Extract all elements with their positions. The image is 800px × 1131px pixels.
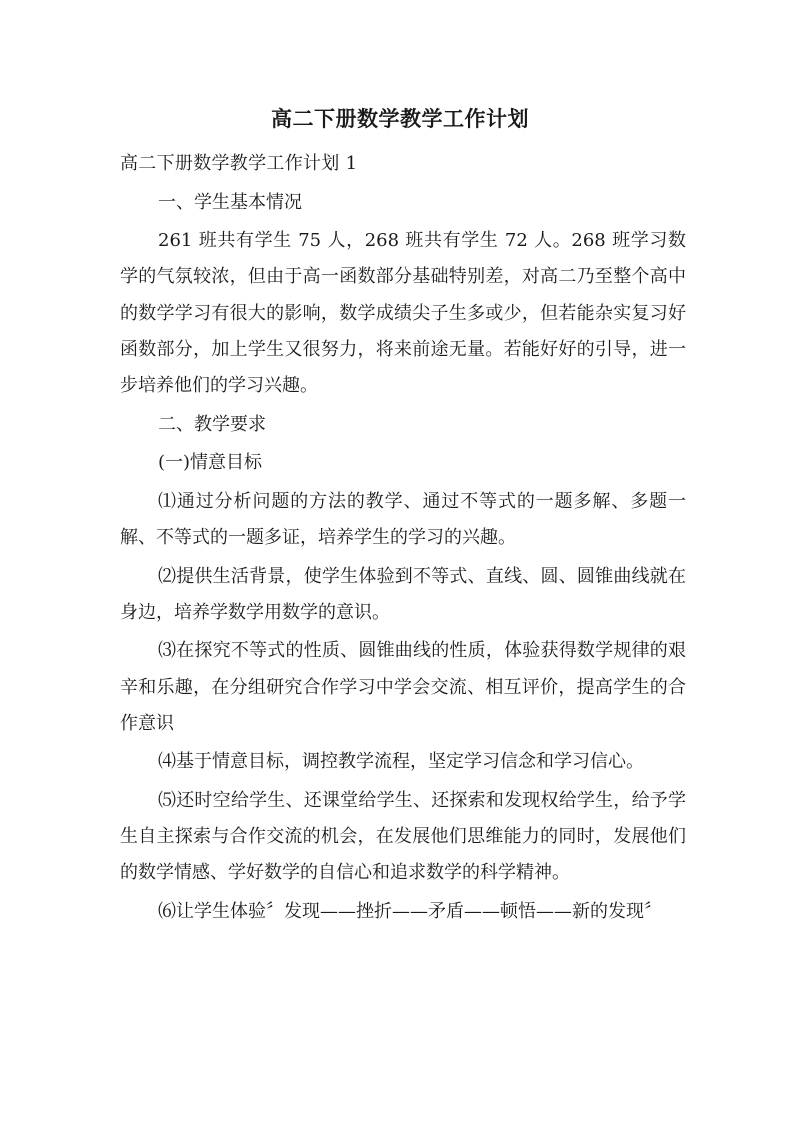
section-heading-student-situation: 一、学生基本情况 xyxy=(158,191,302,213)
list-item-2: ⑵提供生活背景，使学生体验到不等式、直线、圆、圆锥曲线就在身边，培养学数学用数学的意识。 xyxy=(120,565,686,623)
document-body xyxy=(120,146,686,933)
list-item-3: ⑶在探究不等式的性质、圆锥曲线的性质，体验获得数学规律的艰辛和乐趣，在分组研究合作学习中学会交流、相互评价，提高学生的合作意识 xyxy=(120,640,686,734)
document-title: 高二下册数学教学工作计划 xyxy=(271,106,529,131)
plan-subtitle: 高二下册数学教学工作计划 1 xyxy=(120,153,358,174)
subsection-heading-affective-goals: (一)情意目标 xyxy=(158,452,263,474)
list-item-6: ⑹让学生体验〞发现——挫折——矛盾——顿悟——新的发现〞 xyxy=(158,900,662,922)
list-item-4: ⑷基于情意目标，调控教学流程，坚定学习信念和学习信心。 xyxy=(158,751,644,773)
list-item-5: ⑸还时空给学生、还课堂给学生、还探索和发现权给学生，给予学生自主探索与合作交流的机会，在发展他们思维能力的同时，发展他们的数学情感、学好数学的自信心和追求数学的科学精神。 xyxy=(120,789,686,884)
section-heading-teaching-requirements: 二、教学要求 xyxy=(158,413,266,435)
list-item-1: ⑴通过分析问题的方法的教学、通过不等式的一题多解、多题一解、不等式的一题多证，培养学生的学习的兴趣。 xyxy=(120,490,686,548)
paragraph-student-situation: 261 班共有学生 75 人，268 班共有学生 72 人。268 班学习数学的气氛较浓，但由于高一函数部分基础特别差，对高二乃至整个高中的数学学习有很大的影响，数学成绩尖子生多或少，但若能杂实复习好函数部分，加上学生又很努力，将来前途无量。若能好好的引导，进一步培养他们的学习兴趣。 xyxy=(120,230,686,396)
